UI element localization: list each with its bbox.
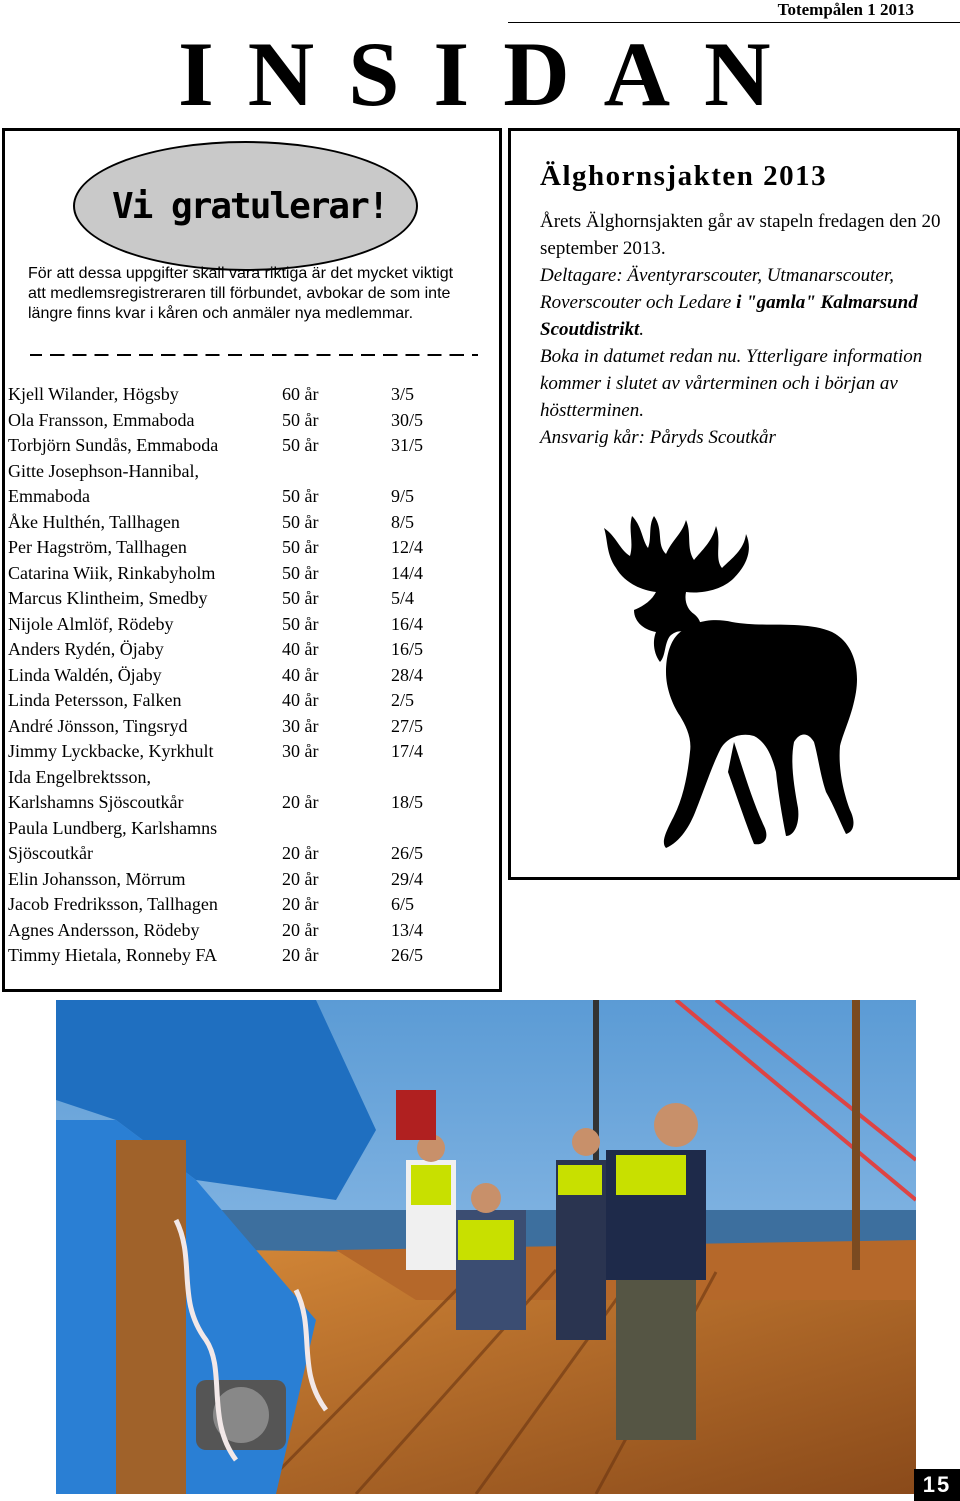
member-name: Paula Lundberg, Karlshamns bbox=[8, 817, 218, 838]
page-number: 15 bbox=[914, 1469, 960, 1501]
member-date: 2/5 bbox=[391, 690, 415, 710]
sailing-photo bbox=[56, 1000, 916, 1494]
birthday-row bbox=[8, 461, 488, 487]
member-name: Agnes Andersson, Rödeby bbox=[8, 919, 200, 940]
article-title: Älghornsjakten 2013 bbox=[540, 160, 828, 192]
member-name: Sjöscoutkår bbox=[8, 843, 93, 863]
article-body bbox=[540, 208, 945, 451]
member-date: 6/5 bbox=[391, 894, 415, 914]
congrats-heading: Vi gratulerar! bbox=[112, 186, 388, 227]
birthday-list bbox=[8, 384, 488, 971]
member-age: 30 år bbox=[282, 715, 319, 736]
birthday-row bbox=[8, 614, 488, 640]
moose-silhouette-icon bbox=[594, 510, 869, 850]
birthday-row bbox=[8, 512, 488, 538]
birthday-row bbox=[8, 588, 488, 614]
member-date: 26/5 bbox=[391, 945, 424, 965]
member-name: André Jönsson, Tingsryd bbox=[8, 715, 188, 736]
birthday-row bbox=[8, 716, 488, 742]
member-date: 13/4 bbox=[391, 919, 424, 940]
birthday-row bbox=[8, 690, 488, 716]
member-date: 26/5 bbox=[391, 843, 424, 863]
member-name: Nijole Almlöf, Rödeby bbox=[8, 613, 174, 634]
member-age: 50 år bbox=[282, 435, 319, 455]
article-paragraph-4: Ansvarig kår: Påryds Scoutkår bbox=[540, 427, 776, 448]
birthday-row bbox=[8, 767, 488, 793]
member-date: 5/4 bbox=[391, 588, 415, 608]
member-age: 40 år bbox=[282, 664, 319, 685]
member-date: 8/5 bbox=[391, 511, 415, 532]
member-name: Jacob Fredriksson, Tallhagen bbox=[8, 894, 218, 914]
member-age: 20 år bbox=[282, 894, 319, 914]
birthday-row bbox=[8, 818, 488, 844]
member-age: 20 år bbox=[282, 868, 319, 889]
member-name: Ida Engelbrektsson, bbox=[8, 766, 151, 787]
birthday-row bbox=[8, 894, 488, 920]
member-age: 50 år bbox=[282, 588, 319, 608]
member-name: Gitte Josephson-Hannibal, bbox=[8, 460, 199, 481]
member-date: 17/4 bbox=[391, 741, 424, 761]
birthday-row bbox=[8, 843, 488, 869]
member-name: Torbjörn Sundås, Emmaboda bbox=[8, 435, 219, 455]
member-name: Anders Rydén, Öjaby bbox=[8, 639, 164, 659]
member-name: Elin Johansson, Mörrum bbox=[8, 868, 186, 889]
member-name: Kjell Wilander, Högsby bbox=[8, 384, 179, 404]
member-name: Karlshamns Sjöscoutkår bbox=[8, 792, 184, 812]
member-date: 16/5 bbox=[391, 639, 424, 659]
member-date: 27/5 bbox=[391, 715, 424, 736]
member-date: 16/4 bbox=[391, 613, 424, 634]
article-paragraph-1: Årets Älghornsjakten går av stapeln fredagen den 20 september 2013. bbox=[540, 211, 941, 259]
member-name: Catarina Wiik, Rinkabyholm bbox=[8, 562, 216, 583]
district-text: i "gamla" Kalmarsund Scoutdistrikt bbox=[540, 292, 918, 340]
birthday-row bbox=[8, 384, 488, 410]
member-age: 20 år bbox=[282, 843, 319, 863]
issue-label: Totempålen 1 2013 bbox=[777, 0, 914, 19]
member-date: 3/5 bbox=[391, 384, 415, 404]
congrats-intro: För att dessa uppgifter skall vara riktiga är det mycket viktigt att medlemsregistreraren till förbundet, avbokar de som inte längre finns kvar i kåren och anmäler nya medlemmar. bbox=[28, 265, 454, 322]
birthday-row bbox=[8, 920, 488, 946]
member-name: Marcus Klintheim, Smedby bbox=[8, 588, 208, 608]
member-age: 50 år bbox=[282, 562, 319, 583]
member-age: 30 år bbox=[282, 741, 319, 761]
birthday-row bbox=[8, 410, 488, 436]
birthday-row bbox=[8, 792, 488, 818]
member-age: 50 år bbox=[282, 511, 319, 532]
member-age: 40 år bbox=[282, 690, 319, 710]
member-name: Jimmy Lyckbacke, Kyrkhult bbox=[8, 741, 214, 761]
member-age: 20 år bbox=[282, 945, 319, 965]
dashed-divider bbox=[30, 354, 478, 356]
member-age: 20 år bbox=[282, 792, 319, 812]
member-name: Emmaboda bbox=[8, 486, 90, 506]
member-name: Linda Petersson, Falken bbox=[8, 690, 182, 710]
member-date: 29/4 bbox=[391, 868, 424, 889]
article-paragraph-2 bbox=[540, 262, 945, 343]
birthday-row bbox=[8, 537, 488, 563]
member-age: 60 år bbox=[282, 384, 319, 404]
section-title: INSIDAN bbox=[178, 23, 805, 125]
member-name: Åke Hulthén, Tallhagen bbox=[8, 511, 180, 532]
birthday-row bbox=[8, 435, 488, 461]
birthday-row bbox=[8, 869, 488, 895]
member-date: 14/4 bbox=[391, 562, 424, 583]
member-date: 18/5 bbox=[391, 792, 424, 812]
member-name: Linda Waldén, Öjaby bbox=[8, 664, 162, 685]
birthday-row bbox=[8, 486, 488, 512]
birthday-row bbox=[8, 741, 488, 767]
member-date: 28/4 bbox=[391, 664, 424, 685]
member-age: 20 år bbox=[282, 919, 319, 940]
participants-text: Deltagare: Äventyrarscouter, Utmanarscouter, Roverscouter och Ledare bbox=[540, 265, 894, 313]
member-name: Timmy Hietala, Ronneby FA bbox=[8, 945, 218, 965]
member-date: 31/5 bbox=[391, 435, 424, 455]
member-name: Ola Fransson, Emmaboda bbox=[8, 409, 195, 430]
member-age: 50 år bbox=[282, 613, 319, 634]
birthday-row bbox=[8, 639, 488, 665]
birthday-row bbox=[8, 665, 488, 691]
participants-end: . bbox=[639, 319, 644, 340]
member-age: 50 år bbox=[282, 409, 319, 430]
member-age: 50 år bbox=[282, 537, 319, 557]
member-age: 50 år bbox=[282, 486, 319, 506]
member-date: 9/5 bbox=[391, 486, 415, 506]
article-paragraph-3: Boka in datumet redan nu. Ytterligare information kommer i slutet av vårterminen och i början av höstterminen. bbox=[540, 346, 923, 421]
birthday-row bbox=[8, 563, 488, 589]
member-name: Per Hagström, Tallhagen bbox=[8, 537, 187, 557]
birthday-row bbox=[8, 945, 488, 971]
member-date: 30/5 bbox=[391, 409, 424, 430]
member-age: 40 år bbox=[282, 639, 319, 659]
member-date: 12/4 bbox=[391, 537, 424, 557]
